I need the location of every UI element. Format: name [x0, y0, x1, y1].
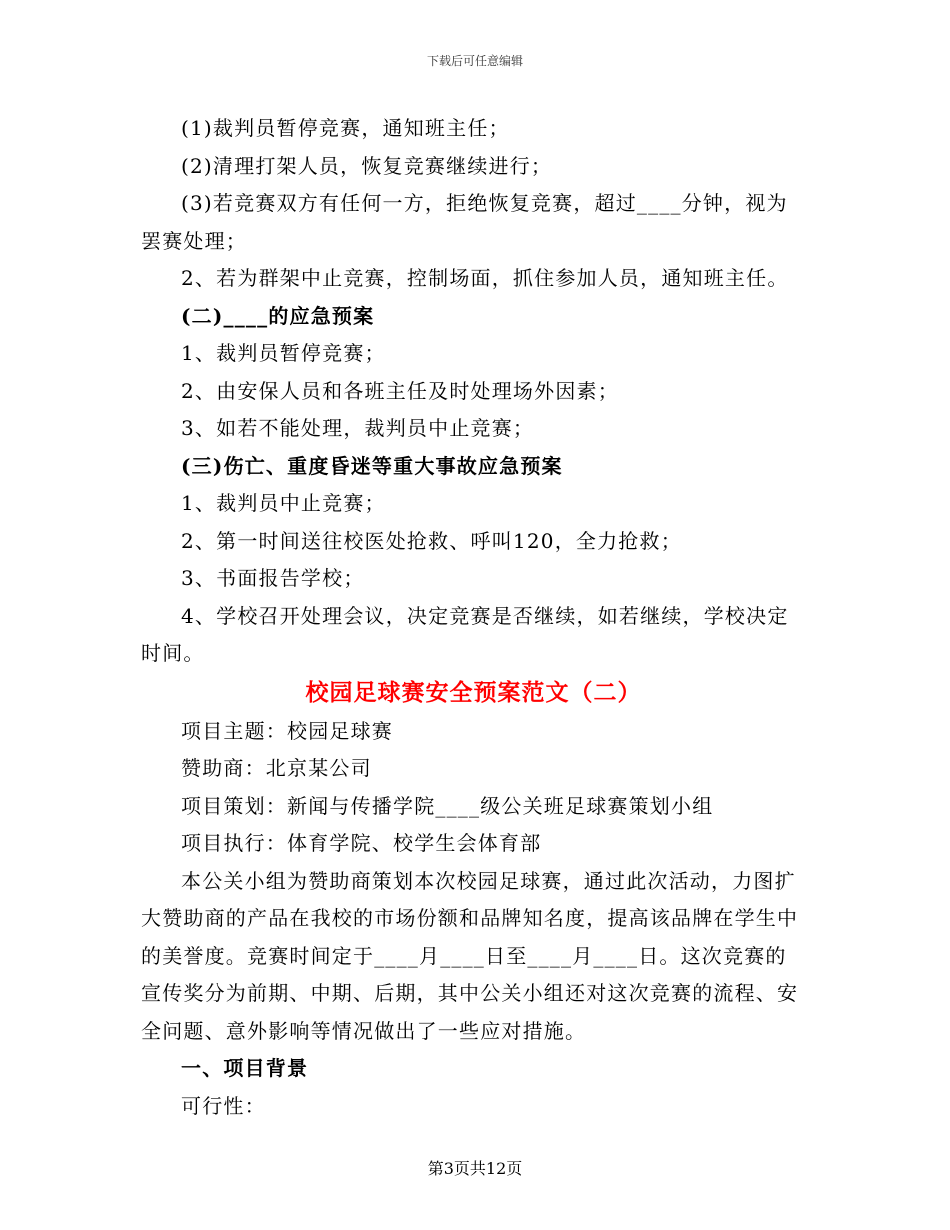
paragraph-step-3: (3)若竞赛双方有任何一方，拒绝恢复竞赛，超过____分钟，视为罢赛处理； [141, 191, 788, 253]
paragraph-plan3-item-2: 2、第一时间送往校医处抢救、呼叫120，全力抢救； [181, 528, 682, 553]
heading-emergency-plan-3: (三)伤亡、重度昏迷等重大事故应急预案 [181, 453, 563, 478]
paragraph-plan2-item-3: 3、如若不能处理，裁判员中止竞赛； [181, 416, 535, 440]
page-header: 下载后可任意编辑 [426, 54, 523, 68]
paragraph-step-1: (1)裁判员暂停竞赛，通知班主任； [181, 116, 510, 140]
section-title: 校园足球赛安全预案范文（二） [305, 678, 642, 706]
paragraph-project-execution: 项目执行：体育学院、校学生会体育部 [181, 831, 542, 855]
paragraph-feasibility: 可行性： [181, 1093, 266, 1118]
heading-emergency-plan-2: (二)____的应急预案 [181, 303, 375, 328]
document-body [141, 110, 806, 1125]
paragraph-plan2-item-1: 1、裁判员暂停竞赛； [181, 341, 386, 365]
paragraph-project-theme: 项目主题：校园足球赛 [181, 718, 393, 743]
paragraph-group-fight: 2、若为群架中止竞赛，控制场面，抓住参加人员，通知班主任。 [181, 266, 789, 290]
paragraph-project-planning: 项目策划：新闻与传播学院____级公关班足球赛策划小组 [181, 793, 714, 818]
page-number: 第3页共12页 [427, 1159, 523, 1178]
paragraph-plan3-item-4: 4、学校召开处理会议，决定竞赛是否继续，如若继续，学校决定时间。 [141, 603, 789, 665]
paragraph-plan3-item-1: 1、裁判员中止竞赛； [181, 491, 386, 515]
paragraph-plan2-item-2: 2、由安保人员和各班主任及时处理场外因素； [181, 378, 619, 403]
paragraph-sponsor: 赞助商：北京某公司 [181, 756, 372, 780]
heading-project-background: 一、项目背景 [181, 1056, 309, 1080]
paragraph-step-2: (2)清理打架人员，恢复竞赛继续进行； [181, 153, 553, 178]
paragraph-intro: 本公关小组为赞助商策划本次校园足球赛，通过此次活动，力图扩大赞助商的产品在我校的市场份额和品牌知名度，提高该品牌在学生中的美誉度。竞赛时间定于____月____日至____月____日。这次竞赛的宣传奖分为前期、中期、后期，其中公关小组还对这次竞赛的流程、安全问题、意外影响等情况做出了一些应对措施。 [141, 868, 799, 1043]
paragraph-plan3-item-3: 3、书面报告学校； [181, 566, 365, 590]
